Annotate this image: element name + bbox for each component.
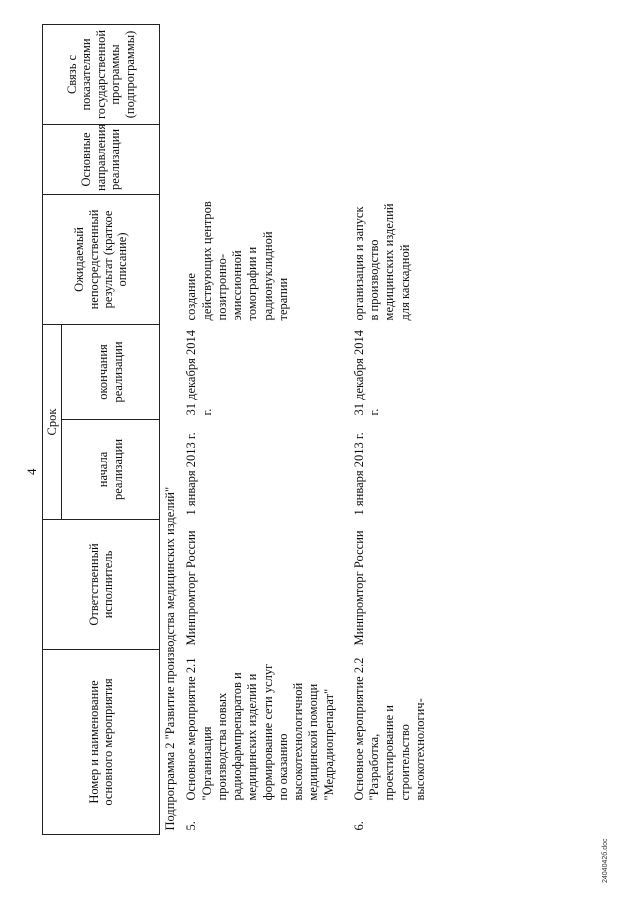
header-start: начала реализации xyxy=(62,419,160,519)
header-result: Ожидаемый непосредственный результат (краткое описание) xyxy=(43,194,160,324)
start-date: 1 января 2013 г. xyxy=(184,432,199,516)
page-number: 4 xyxy=(24,468,39,475)
header-executor: Ответственный исполнитель xyxy=(43,519,160,649)
header-link: Связь с показателями государственной программы (подпрограммы) xyxy=(43,24,160,124)
program-link xyxy=(181,24,340,124)
end-date: 31 декабря 2014 г. xyxy=(184,330,214,416)
header-end: окончания реализации xyxy=(62,324,160,419)
activity-name: Основное мероприятие 2.1 "Организация производства новых радиофармпрепаратов и медицинских изделий и формирование сети услуг по оказанию высокотехнологичной медицинской помощи "Медрадиопрепарат" xyxy=(184,657,336,801)
row-number: 6. xyxy=(351,821,366,831)
document-file-code: 2404042б.doc xyxy=(602,838,609,883)
activities-table xyxy=(42,24,431,835)
header-term: Срок xyxy=(43,324,62,519)
row-number: 5. xyxy=(184,821,199,831)
end-date: 31 декабря 2014 г. xyxy=(351,330,381,416)
expected-result: создание действующих центров позитронно-эмиссионной томографии и радионуклидной терапии xyxy=(184,201,290,321)
program-link xyxy=(340,24,431,124)
table-row xyxy=(340,24,431,834)
table-row xyxy=(181,24,340,834)
start-date: 1 января 2013 г. xyxy=(351,432,366,516)
responsible-executor: Минпромторг России xyxy=(184,530,199,646)
activity-name: Основное мероприятие 2.2 "Разработка, проектирование и строительство высокотехнологич- xyxy=(351,657,427,801)
expected-result: организация и запуск в производство медицинских изделий для каскадной xyxy=(351,203,412,321)
table-header-row xyxy=(43,24,62,834)
header-name: Номер и наименование основного мероприятия xyxy=(43,649,160,834)
responsible-executor: Минпромторг России xyxy=(351,530,366,646)
main-directions xyxy=(181,124,340,194)
main-directions xyxy=(340,124,431,194)
header-directions: Основные направления реализации xyxy=(43,124,160,194)
subprogram-title: Подпрограмма 2 "Развитие производства медицинских изделий" xyxy=(163,486,177,831)
rotated-document-page xyxy=(20,25,620,885)
subprogram-row xyxy=(160,24,182,834)
